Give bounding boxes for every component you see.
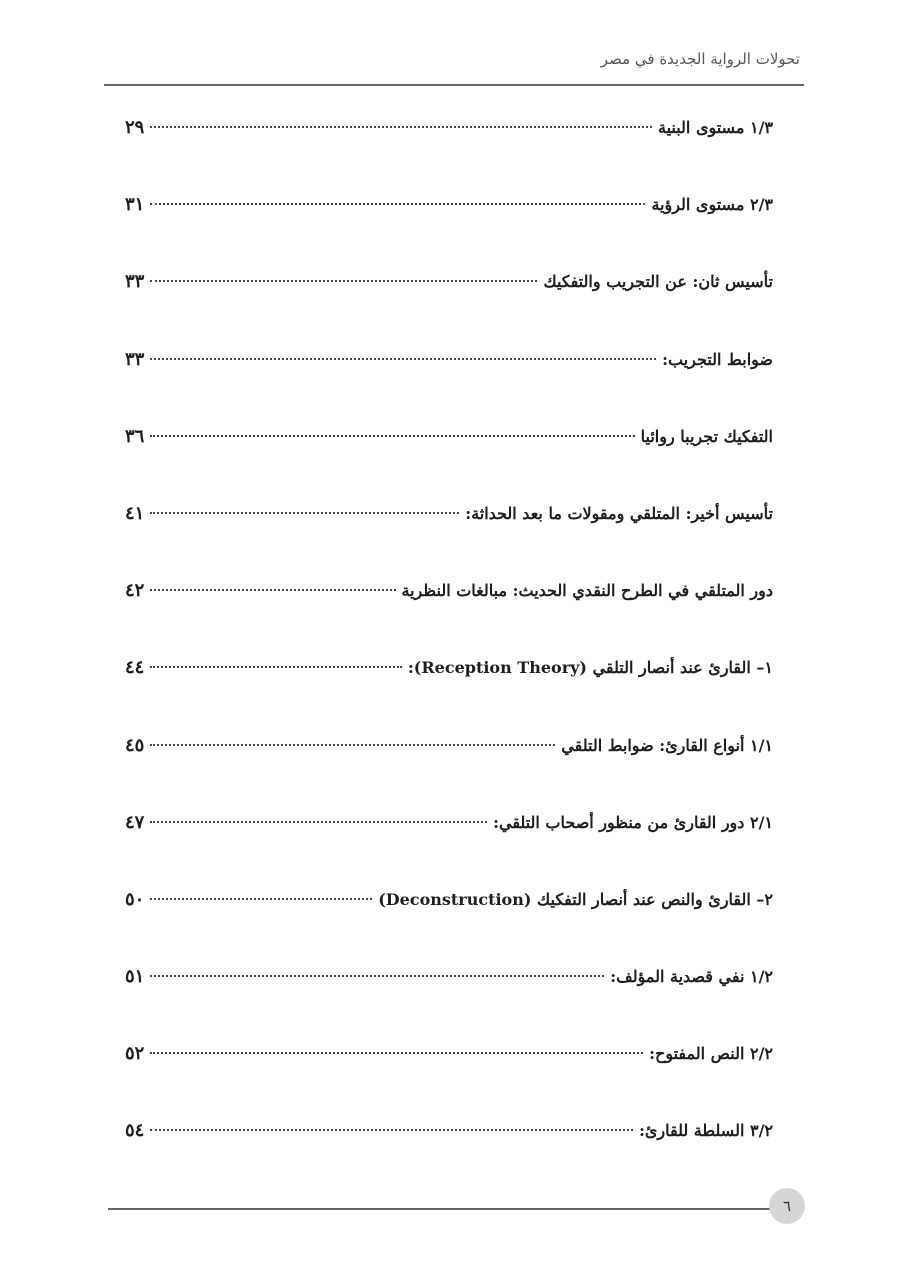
- toc-dot-leader: [150, 975, 604, 977]
- toc-entry-title: ضوابط التجريب:: [662, 349, 773, 369]
- toc-entry: [125, 100, 773, 177]
- toc-entry-page: ٤٥: [125, 734, 145, 756]
- toc-entry: [125, 1026, 773, 1103]
- toc-dot-leader: [150, 126, 652, 128]
- footer-divider: [108, 1208, 770, 1210]
- toc-entry: [125, 795, 773, 872]
- toc-entry: [125, 872, 773, 949]
- toc-entry-page: ٥٢: [125, 1043, 145, 1065]
- toc-entry-title: ٢/٣ مستوى الرؤية: [651, 195, 773, 215]
- header-divider: [104, 84, 804, 86]
- toc-entry-page: ٣١: [125, 194, 145, 216]
- toc-entry-title: دور المتلقي في الطرح النقدي الحديث: مبالغات النظرية: [401, 581, 773, 601]
- toc-entry: [125, 486, 773, 563]
- toc-entry-title: التفكيك تجريبا روائيا: [640, 426, 773, 446]
- toc-dot-leader: [150, 821, 487, 823]
- toc-dot-leader: [150, 589, 395, 591]
- toc-entry: [125, 409, 773, 486]
- toc-entry: [125, 332, 773, 409]
- toc-dot-leader: [150, 203, 645, 205]
- toc-entry-title: ١/٢ نفي قصدية المؤلف:: [610, 967, 773, 987]
- toc-dot-leader: [150, 666, 402, 668]
- toc-entry: [125, 1103, 773, 1180]
- toc-entry-title: ٢/٢ النص المفتوح:: [649, 1044, 773, 1064]
- page-number-badge: ٦: [769, 1188, 805, 1224]
- table-of-contents: [125, 100, 773, 1181]
- toc-entry-title: ١– القارئ عند أنصار التلقي (Reception Theory):: [407, 658, 773, 678]
- toc-entry-title: ٣/٢ السلطة للقارئ:: [638, 1121, 773, 1141]
- toc-entry-page: ٣٦: [125, 425, 145, 447]
- toc-dot-leader: [150, 512, 459, 514]
- toc-entry-title: تأسيس ثان: عن التجريب والتفكيك: [543, 272, 773, 292]
- toc-entry: [125, 254, 773, 331]
- toc-entry: [125, 949, 773, 1026]
- toc-entry-title: تأسيس أخير: المتلقي ومقولات ما بعد الحداثة:: [465, 503, 773, 523]
- toc-entry-page: ٤٤: [125, 657, 145, 679]
- toc-entry-page: ٥١: [125, 966, 145, 988]
- toc-entry: [125, 563, 773, 640]
- toc-entry-page: ٥٠: [125, 888, 145, 910]
- running-header: تحولات الرواية الجديدة في مصر: [600, 50, 800, 68]
- toc-entry-page: ٣٣: [125, 348, 145, 370]
- toc-entry-page: ٥٤: [125, 1120, 145, 1142]
- toc-dot-leader: [150, 898, 372, 900]
- toc-entry-title: ١/١ أنواع القارئ: ضوابط التلقي: [561, 735, 773, 755]
- toc-entry-page: ٣٣: [125, 271, 145, 293]
- toc-entry-title: ٢– القارئ والنص عند أنصار التفكيك (Deconstruction): [378, 889, 773, 909]
- toc-entry: [125, 177, 773, 254]
- toc-dot-leader: [150, 1052, 643, 1054]
- toc-dot-leader: [150, 435, 634, 437]
- toc-dot-leader: [150, 358, 656, 360]
- toc-dot-leader: [150, 280, 537, 282]
- toc-entry-title: ١/٣ مستوى البنية: [657, 118, 773, 137]
- toc-entry-page: ٤١: [125, 502, 145, 524]
- toc-entry-title: ٢/١ دور القارئ من منظور أصحاب التلقي:: [493, 812, 773, 832]
- toc-entry: [125, 640, 773, 717]
- toc-entry-page: ٤٧: [125, 811, 145, 833]
- toc-dot-leader: [150, 744, 555, 746]
- toc-entry-page: ٤٢: [125, 580, 145, 602]
- toc-dot-leader: [150, 1129, 633, 1131]
- toc-entry: [125, 718, 773, 795]
- toc-entry-page: ٢٩: [125, 117, 145, 138]
